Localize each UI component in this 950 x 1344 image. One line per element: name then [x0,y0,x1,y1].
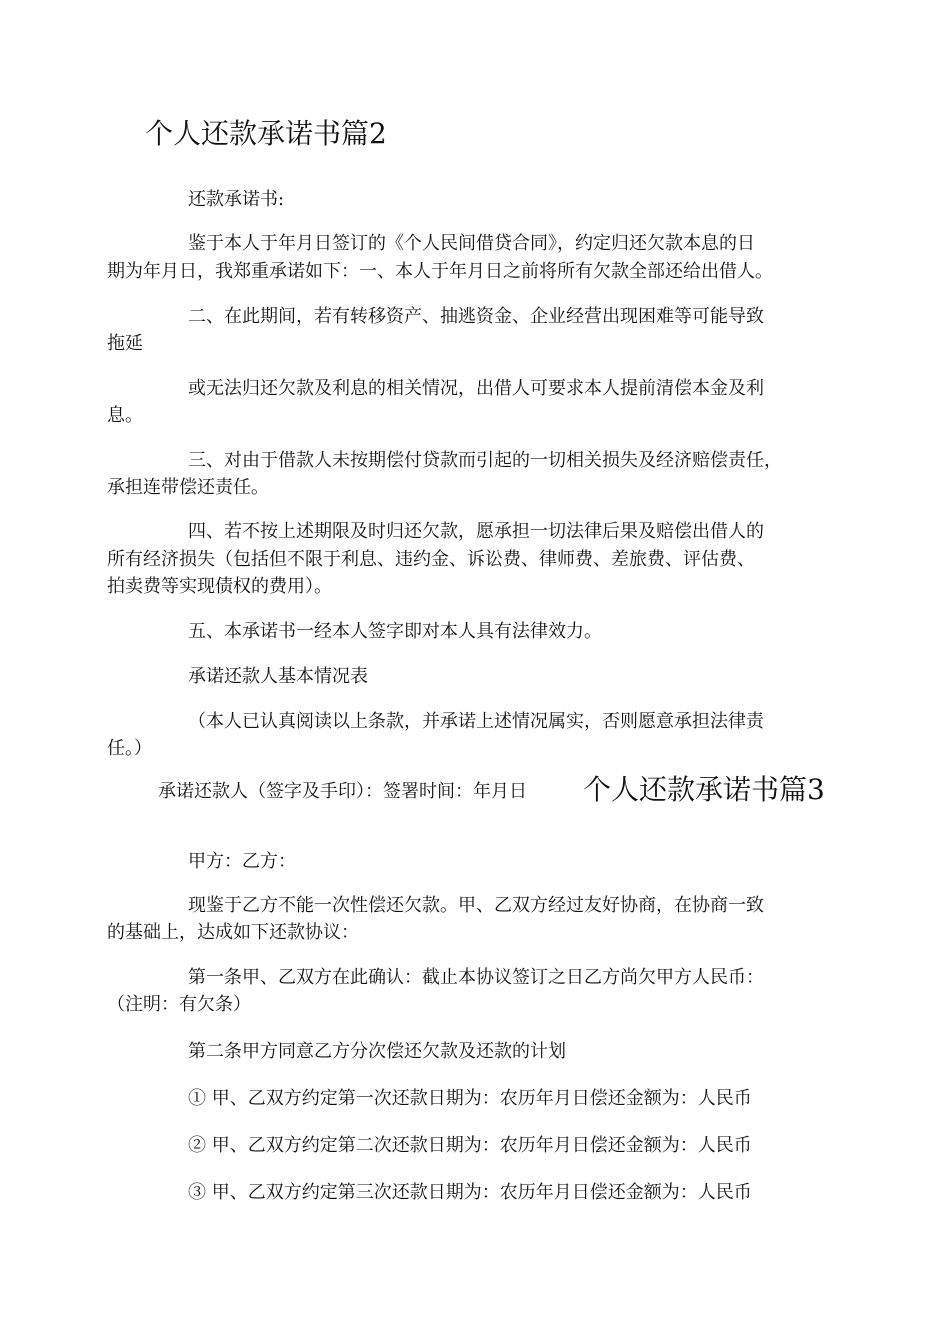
paragraph-line: 三、对由于借款人未按期偿付贷款而引起的一切相关损失及经济赔偿责任， [188,450,782,471]
section-title-3: 个人还款承诺书篇3 [583,773,825,806]
paragraph-line: 现鉴于乙方不能一次性偿还欠款。甲、乙双方经过友好协商，在协商一致 [188,895,764,916]
paragraph-line: 的基础上，达成如下还款协议： [107,922,359,943]
paragraph-line: 拖延 [107,333,143,354]
list-item: ① 甲、乙双方约定第一次还款日期为：农历年月日偿还金额为：人民币 [188,1088,752,1109]
list-item: ③ 甲、乙双方约定第三次还款日期为：农历年月日偿还金额为：人民币 [188,1182,752,1203]
list-item: ② 甲、乙双方约定第二次还款日期为：农历年月日偿还金额为：人民币 [188,1135,752,1156]
paragraph-line: 承担连带偿还责任。 [107,477,269,498]
paragraph-line: 第二条甲方同意乙方分次偿还欠款及还款的计划 [188,1041,566,1062]
paragraph-line: 所有经济损失（包括但不限于利息、违约金、诉讼费、律师费、差旅费、评估费、 [107,549,755,570]
paragraph-line: 任。） [107,738,152,759]
paragraph-line: 或无法归还欠款及利息的相关情况，出借人可要求本人提前清偿本金及利 [188,378,764,399]
paragraph-heading: 还款承诺书: [188,189,285,210]
paragraph-line: 第一条甲、乙双方在此确认：截止本协议签订之日乙方尚欠甲方人民币： [188,967,764,988]
signature-line: 承诺还款人（签字及手印）：签署时间：年月日 [158,781,527,802]
paragraph-line: 二、在此期间，若有转移资产、抽逃资金、企业经营出现困难等可能导致 [188,306,764,327]
parties-line: 甲方：乙方： [188,851,296,872]
paragraph-line: 承诺还款人基本情况表 [188,666,368,687]
paragraph-line: 鉴于本人于年月日签订的《个人民间借贷合同》，约定归还欠款本息的日 [188,233,755,254]
paragraph-line: （本人已认真阅读以上条款，并承诺上述情况属实，否则愿意承担法律责 [188,711,764,732]
paragraph-line: 五、本承诺书一经本人签字即对本人具有法律效力。 [188,621,602,642]
paragraph-line: 期为年月日，我郑重承诺如下：一、本人于年月日之前将所有欠款全部还给出借人。 [107,261,773,282]
paragraph-line: 息。 [107,405,143,426]
paragraph-line: 四、若不按上述期限及时归还欠款，愿承担一切法律后果及赔偿出借人的 [188,521,764,542]
paragraph-line: （注明：有欠条） [107,994,251,1015]
paragraph-line: 拍卖费等实现债权的费用）。 [107,576,332,597]
section-title-2: 个人还款承诺书篇2 [145,117,387,150]
